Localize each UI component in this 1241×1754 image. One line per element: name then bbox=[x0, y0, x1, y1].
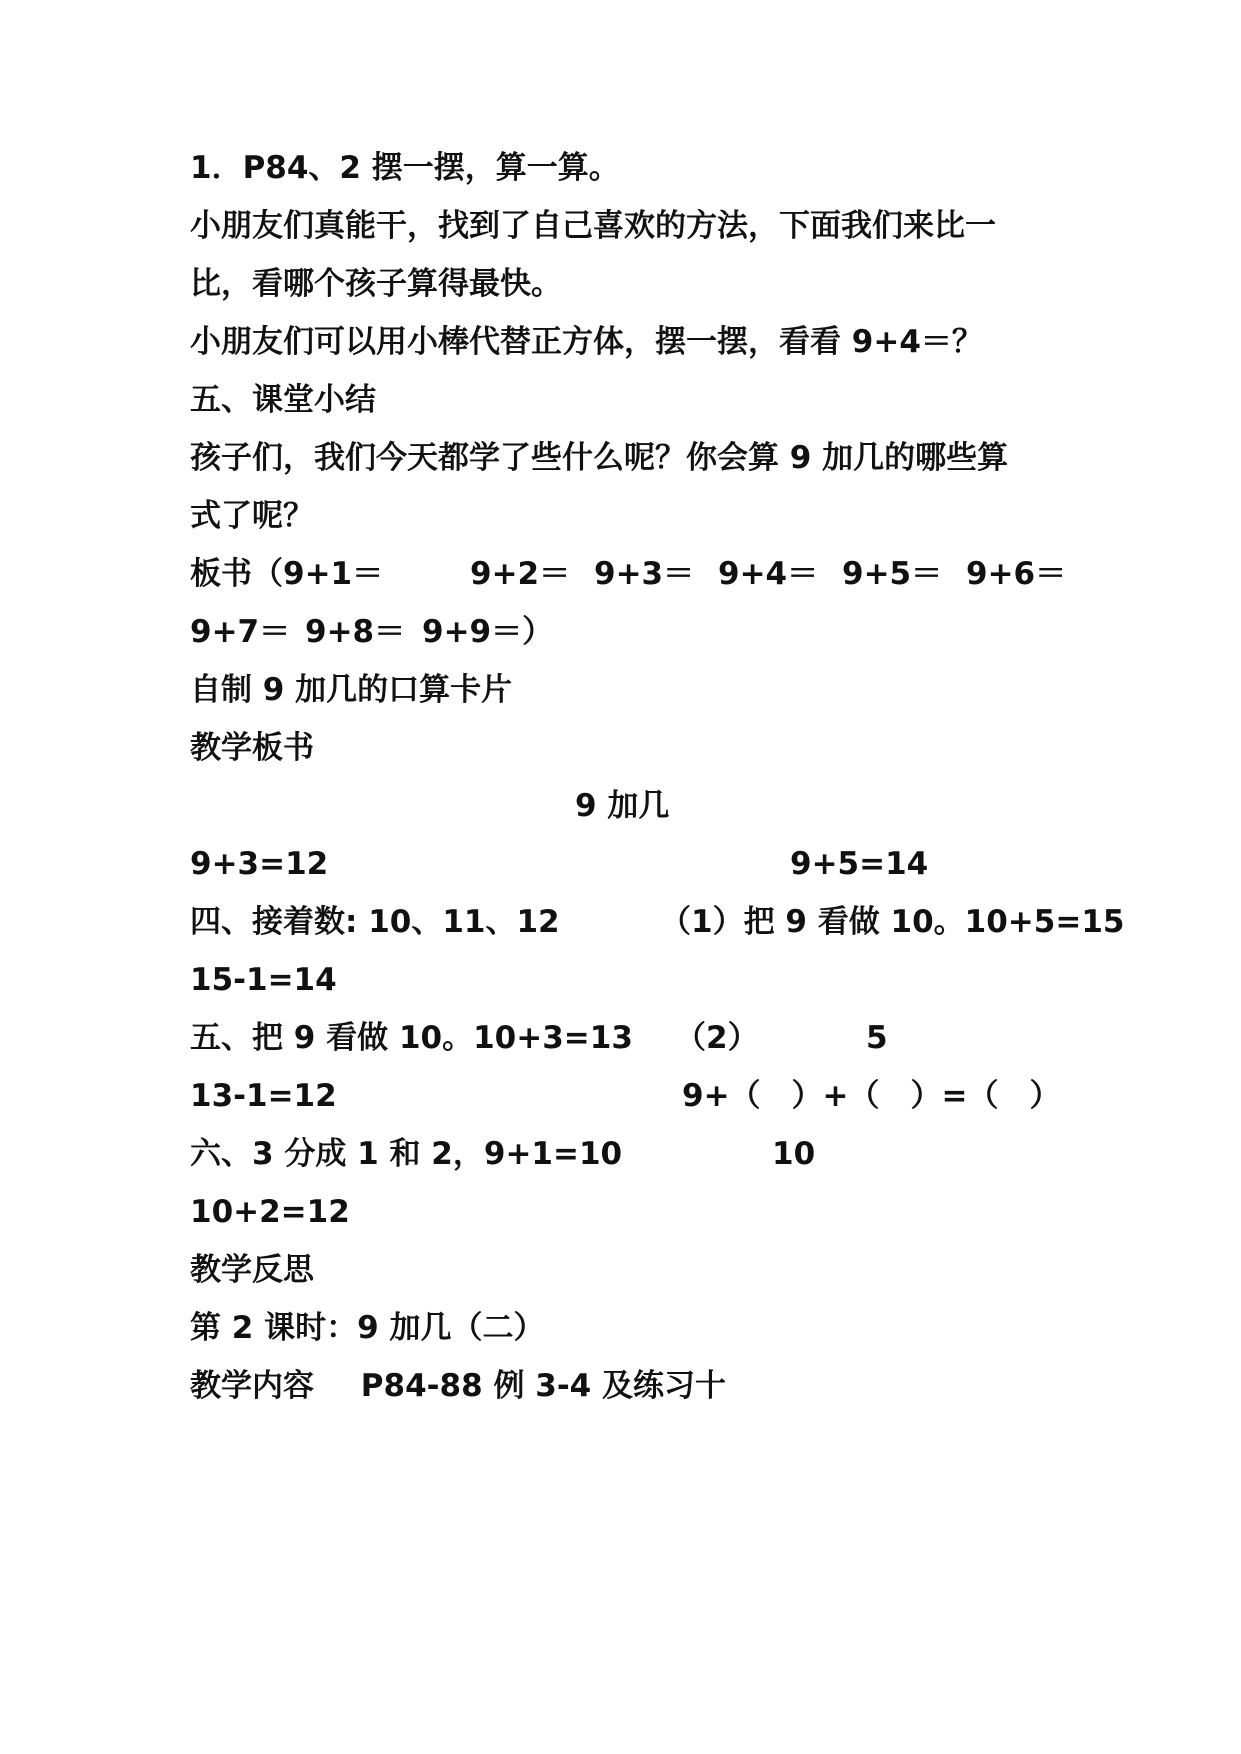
split-number: 10 bbox=[772, 1136, 816, 1172]
method-line: 四、接着数: 10、11、12 bbox=[190, 904, 560, 940]
section-heading: 教学板书 bbox=[190, 730, 314, 766]
lesson-title: 第 2 课时：9 加几（二） bbox=[190, 1310, 545, 1346]
content-label: 教学内容 bbox=[190, 1368, 314, 1404]
section-heading: 教学反思 bbox=[190, 1252, 314, 1288]
method-line: 五、把 9 看做 10。10+3=13 bbox=[190, 1020, 633, 1056]
section-heading: 五、课堂小结 bbox=[190, 382, 376, 418]
board-item: 板书（9+1＝ bbox=[190, 556, 384, 592]
board-title: 9 加几 bbox=[575, 788, 670, 824]
method-line: （1）把 9 看做 10。10+5=15 bbox=[660, 904, 1125, 940]
content-value: P84-88 例 3-4 及练习十 bbox=[360, 1368, 727, 1404]
board-item: 9+2＝ bbox=[470, 556, 571, 592]
text-line: 1．P84、2 摆一摆，算一算。 bbox=[190, 150, 620, 186]
text-line: 小朋友们真能干，找到了自己喜欢的方法，下面我们来比一 bbox=[190, 208, 996, 244]
text-line: 小朋友们可以用小棒代替正方体，摆一摆，看看 9+4＝？ bbox=[190, 324, 983, 360]
split-number: 5 bbox=[866, 1020, 888, 1056]
equation: 15-1=14 bbox=[190, 962, 337, 998]
text-line: 比，看哪个孩子算得最快。 bbox=[190, 266, 562, 302]
board-item: 9+3＝ bbox=[594, 556, 695, 592]
board-item: 9+8＝ bbox=[305, 614, 406, 650]
text-line: 孩子们，我们今天都学了些什么呢？你会算 9 加几的哪些算 bbox=[190, 440, 1009, 476]
text-line: 自制 9 加几的口算卡片 bbox=[190, 672, 513, 708]
method-label: （2） bbox=[675, 1020, 759, 1056]
text-line bbox=[190, 1366, 726, 1406]
board-item: 9+5＝ bbox=[842, 556, 943, 592]
board-item: 9+7＝ bbox=[190, 614, 291, 650]
method-line: 六、3 分成 1 和 2，9+1=10 bbox=[190, 1136, 623, 1172]
equation-blank: 9+（ ）+（ ）=（ ） bbox=[682, 1078, 1061, 1114]
text-line: 式了呢？ bbox=[190, 498, 314, 534]
equation: 13-1=12 bbox=[190, 1078, 337, 1114]
equation: 9+3=12 bbox=[190, 846, 329, 882]
board-item: 9+6＝ bbox=[966, 556, 1067, 592]
equation: 9+5=14 bbox=[790, 846, 929, 882]
board-item: 9+9＝） bbox=[422, 614, 554, 650]
board-item: 9+4＝ bbox=[718, 556, 819, 592]
equation: 10+2=12 bbox=[190, 1194, 350, 1230]
